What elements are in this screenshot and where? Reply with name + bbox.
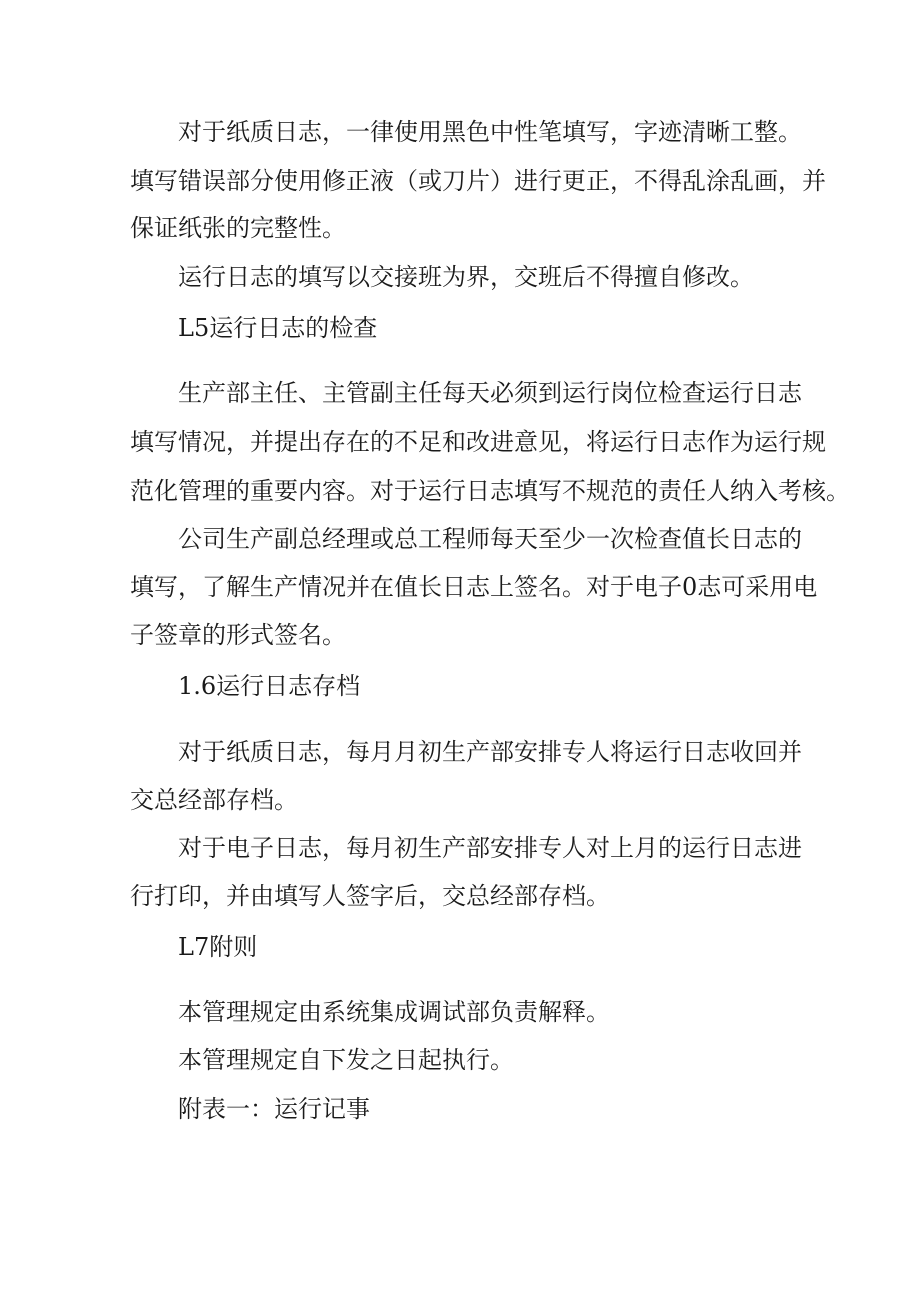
paragraph-line: 行打印，并由填写人签字后，交总经部存档。	[130, 882, 610, 910]
paragraph-line: 公司生产副总经理或总工程师每天至少一次检查值长日志的	[178, 525, 802, 553]
paragraph-line: 本管理规定由系统集成调试部负责解释。	[178, 998, 610, 1026]
paragraph-line: 生产部主任、主管副主任每天必须到运行岗位检查运行日志	[178, 379, 802, 407]
paragraph-line: 运行日志的填写以交接班为界，交班后不得擅自修改。	[178, 263, 754, 291]
paragraph-line: 对于纸质日志，每月月初生产部安排专人将运行日志收回并	[178, 738, 802, 766]
paragraph-line: 填写错误部分使用修正液（或刀片）进行更正，不得乱涂乱画，并	[130, 167, 826, 195]
section-heading: 1.6运行日志存档	[178, 672, 361, 700]
paragraph-line: 对于纸质日志，一律使用黑色中性笔填写，字迹清晰工整。	[178, 118, 802, 146]
paragraph-line: 填写，了解生产情况并在值长日志上签名。对于电子0志可采用电	[130, 573, 818, 601]
paragraph-line: 范化管理的重要内容。对于运行日志填写不规范的责任人纳入考核。	[130, 477, 850, 505]
paragraph-line: 交总经部存档。	[130, 786, 298, 814]
paragraph-line: 填写情况，并提出存在的不足和改进意见，将运行日志作为运行规	[130, 428, 826, 456]
paragraph-line: 对于电子日志，每月初生产部安排专人对上月的运行日志进	[178, 834, 802, 862]
paragraph-line: 子签章的形式签名。	[130, 621, 346, 649]
appendix-title: 附表一：运行记事	[178, 1095, 370, 1123]
section-heading: L5运行日志的检查	[178, 314, 378, 342]
section-heading: L7附则	[178, 933, 258, 961]
paragraph-line: 本管理规定自下发之日起执行。	[178, 1046, 514, 1074]
paragraph-line: 保证纸张的完整性。	[130, 214, 346, 242]
